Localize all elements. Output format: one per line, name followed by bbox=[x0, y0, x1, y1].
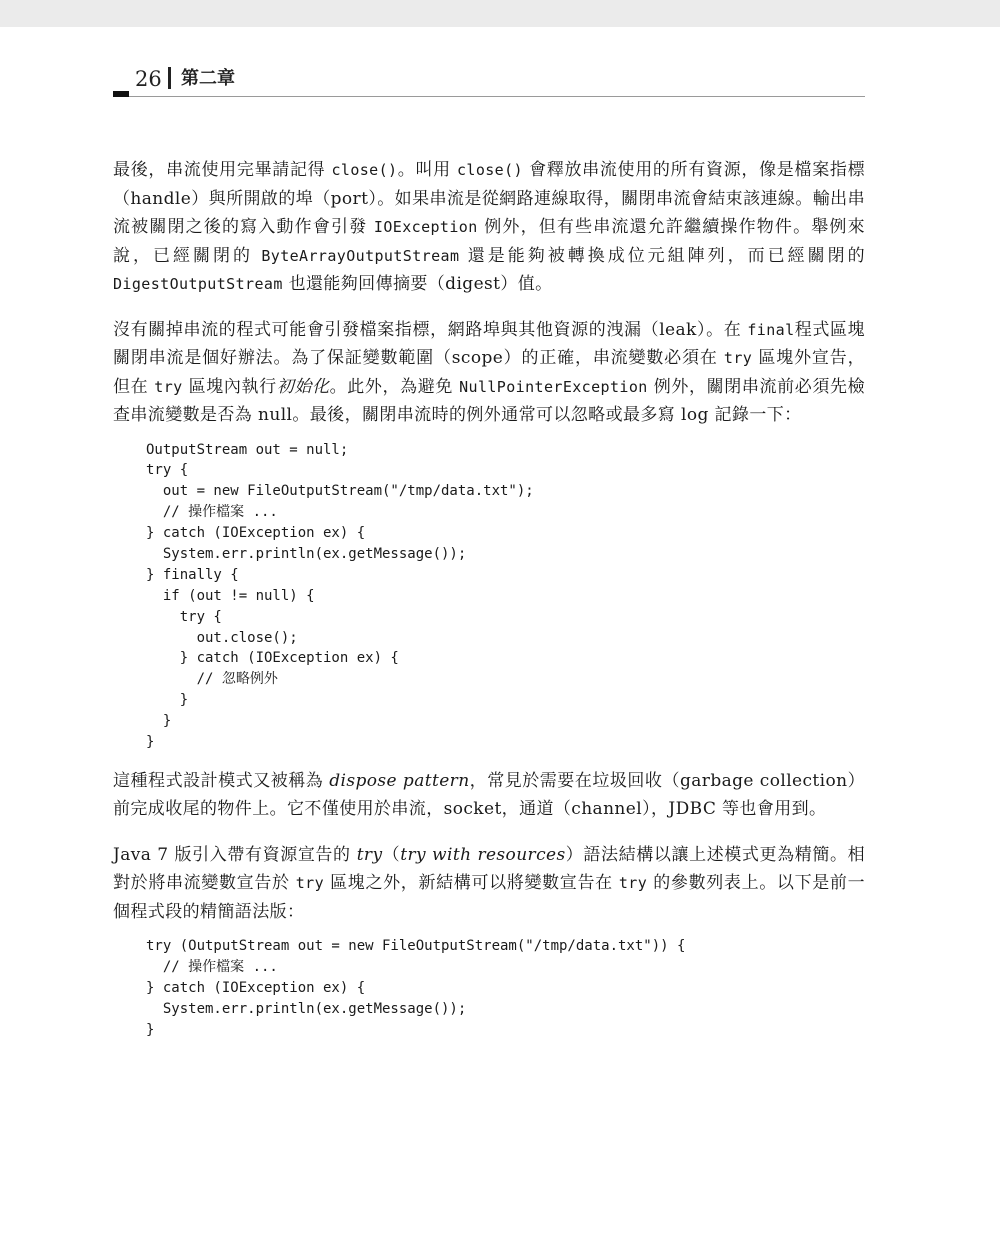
inline-code: NullPointerException bbox=[459, 377, 648, 396]
inline-code: final bbox=[747, 320, 795, 339]
text: 最後，串流使用完畢請記得 bbox=[113, 160, 332, 180]
code-line: } bbox=[146, 1021, 155, 1038]
inline-code: DigestOutputStream bbox=[113, 275, 283, 293]
code-line: } catch (IOException ex) { bbox=[146, 650, 399, 667]
inline-code: try bbox=[295, 874, 325, 893]
code-block-finally bbox=[113, 440, 865, 753]
text: 還是能夠被轉換成位元組陣列，而已經關閉的 bbox=[459, 245, 865, 266]
code-line: // 操作檔案 ... bbox=[146, 959, 278, 976]
paragraph-close-streams bbox=[113, 156, 865, 299]
text: ）語法結構以讓上述模式更為精簡。相對於將串流變數宣告於 bbox=[113, 844, 865, 894]
text: 也還能夠回傳摘要（digest）值。 bbox=[282, 274, 553, 294]
header-separator bbox=[168, 67, 171, 89]
emphasis: 初始化 bbox=[276, 376, 330, 397]
top-gray-bar bbox=[0, 0, 1000, 27]
text: 沒有關掉串流的程式可能會引發檔案指標，網路埠與其他資源的洩漏（leak）。在 bbox=[113, 319, 748, 340]
text: Java 7 版引入帶有資源宣告的 bbox=[113, 844, 357, 865]
text: 例外，但有些串流還允許繼續操作物件。舉例來說，已經關閉的 bbox=[113, 217, 865, 266]
text: 的參數列表上。以下是前一個程式段的精簡語法版： bbox=[113, 873, 865, 922]
code-line: } bbox=[146, 692, 189, 709]
text: ，常見於需要在垃圾回收（garbage collection）前完成收尾的物件上。它不僅使用於串流，socket，通道（channel），JDBC 等也會用到。 bbox=[113, 770, 866, 820]
code-line: System.err.println(ex.getMessage()); bbox=[146, 545, 467, 562]
inline-code: try bbox=[723, 349, 753, 367]
inline-code: try bbox=[618, 874, 648, 893]
paragraph-resource-leak bbox=[113, 316, 865, 430]
code-line: try (OutputStream out = new FileOutputStream("/tmp/data.txt")) { bbox=[146, 938, 686, 955]
inline-code: close() bbox=[331, 161, 398, 179]
text: 區塊外宣告，但在 bbox=[113, 348, 865, 397]
code-line: } catch (IOException ex) { bbox=[146, 980, 366, 997]
emphasis: try with resources bbox=[400, 844, 566, 865]
code-line: } catch (IOException ex) { bbox=[146, 525, 366, 542]
code-line: // 忽略例外 bbox=[146, 671, 278, 688]
chapter-title: 第二章 bbox=[181, 68, 235, 89]
text: （ bbox=[382, 844, 401, 865]
text: 例外，關閉串流前必須先檢查串流變數是否為 null。最後，關閉串流時的例外通常可以忽略或最多寫 log 記錄一下： bbox=[113, 376, 866, 425]
page-body bbox=[113, 156, 865, 1041]
code-block-try-with-resources bbox=[113, 936, 865, 1040]
code-line: } bbox=[146, 713, 172, 730]
text: 區塊之外，新結構可以將變數宣告在 bbox=[324, 873, 619, 894]
paragraph-dispose-pattern bbox=[113, 767, 865, 824]
emphasis: dispose pattern bbox=[329, 770, 470, 791]
code-line: try { bbox=[146, 462, 189, 479]
page-header bbox=[113, 64, 865, 97]
inline-code: try bbox=[154, 377, 183, 396]
text: 這種程式設計模式又被稱為 bbox=[113, 770, 330, 791]
code-line: System.err.println(ex.getMessage()); bbox=[146, 1001, 467, 1018]
emphasis: try bbox=[356, 844, 383, 865]
paragraph-try-with-resources bbox=[113, 841, 865, 927]
code-line: } bbox=[146, 733, 155, 750]
text: 區塊內執行 bbox=[182, 376, 277, 397]
page-number: 26 bbox=[135, 67, 162, 91]
code-line: try { bbox=[146, 608, 222, 625]
header-marker bbox=[113, 91, 129, 97]
text: 。此外，為避免 bbox=[329, 376, 460, 397]
text: 程式區塊關閉串流是個好辦法。為了保証變數範圍（scope）的正確，串流變數必須在 bbox=[113, 319, 865, 368]
code-line: out.close(); bbox=[146, 629, 298, 646]
code-line: out = new FileOutputStream("/tmp/data.txt"); bbox=[146, 483, 534, 500]
inline-code: close() bbox=[456, 161, 523, 179]
code-line: // 操作檔案 ... bbox=[146, 504, 278, 521]
inline-code: IOException bbox=[373, 218, 478, 236]
code-line: OutputStream out = null; bbox=[146, 441, 349, 458]
code-line: } finally { bbox=[146, 566, 239, 583]
inline-code: ByteArrayOutputStream bbox=[261, 246, 460, 265]
code-line: if (out != null) { bbox=[146, 587, 315, 604]
text: 。叫用 bbox=[397, 160, 457, 180]
text: 會釋放串流使用的所有資源，像是檔案指標（handle）與所開啟的埠（port）。如果串流是從網路連線取得，關閉串流會結束該連線。輸出串流被關閉之後的寫入動作會引發 bbox=[113, 160, 865, 237]
